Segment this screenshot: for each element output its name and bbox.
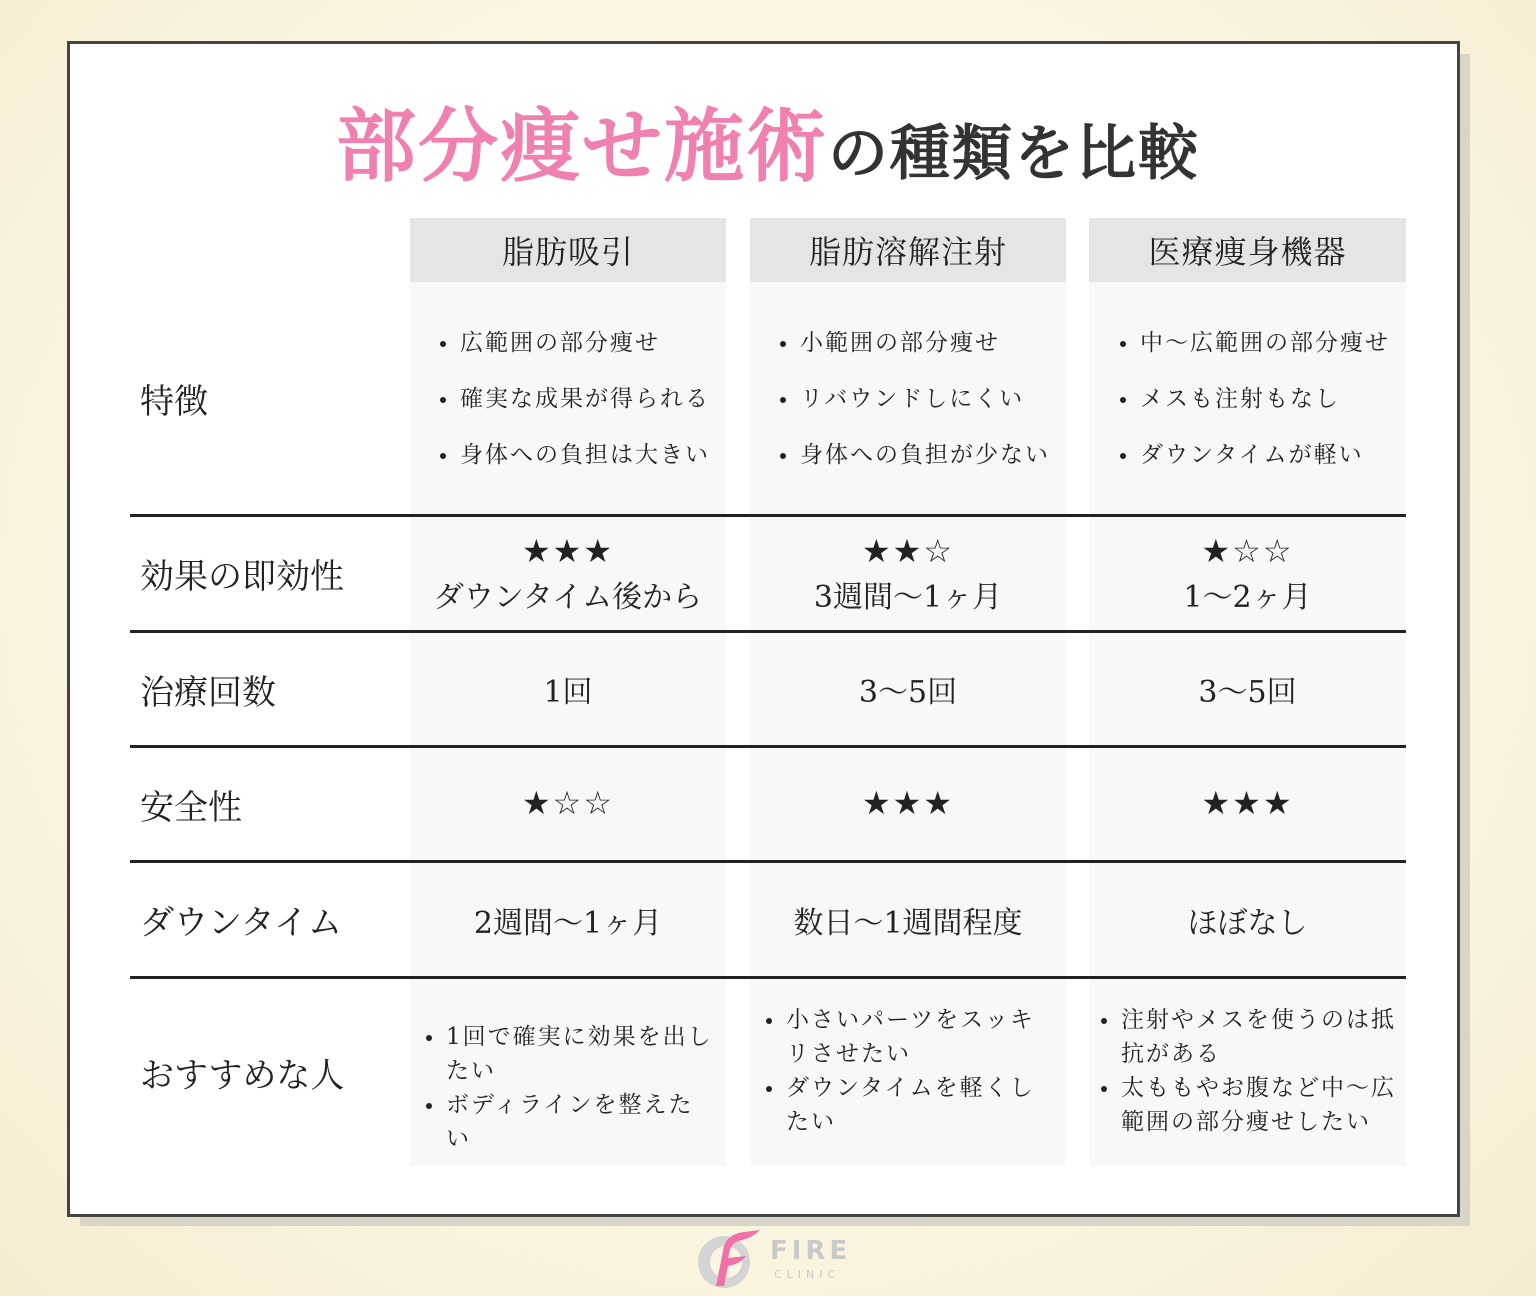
star-rating: ★★★ [521,531,615,570]
row-label-features: 特徴 [140,381,208,422]
features-list-injection [774,328,1050,496]
star-rating: ★★★ [1201,784,1294,823]
list-item: ボディラインを整えたい [422,1088,714,1156]
list-item: 小範囲の部分痩せ [774,328,1050,384]
safety-cell-device [1089,748,1406,860]
clinic-logo [694,1226,854,1290]
row-label-downtime: ダウンタイム [140,903,342,943]
logo-text: FIRE [770,1236,852,1266]
list-item: メスも注射もなし [1114,384,1390,440]
star-rating: ★☆☆ [521,784,615,823]
safety-cell-liposuction [410,748,726,860]
recommended-list-injection [762,1003,1056,1139]
row-label-recommended: おすすめな人 [140,1056,345,1096]
list-item: ダウンタイムが軽い [1114,440,1390,496]
immediacy-cell-liposuction [410,517,726,630]
sessions-cell-device: 3〜5回 [1198,675,1297,710]
list-item: 確実な成果が得られる [434,384,710,440]
list-item: 太ももやお腹など中〜広範囲の部分痩せしたい [1097,1071,1397,1139]
immediacy-note: 1〜2ヶ月 [1183,580,1312,616]
title-highlight: 部分痩せ施術 [336,99,828,193]
features-list-device [1114,328,1390,496]
list-item: 小さいパーツをスッキリさせたい [762,1003,1056,1071]
star-rating: ★★★ [861,784,955,823]
logo-mark-icon [694,1226,766,1290]
safety-cell-injection [750,748,1066,860]
recommended-list-device [1097,1003,1397,1139]
logo-subtext: CLINIC [774,1268,841,1281]
page-title [0,82,1536,197]
list-item: ダウンタイムを軽くしたい [762,1071,1056,1139]
immediacy-cell-injection [750,517,1066,630]
row-label-safety: 安全性 [140,787,242,828]
list-item: 1回で確実に効果を出したい [422,1020,714,1088]
list-item: 身体への負担が少ない [774,440,1050,496]
immediacy-note: 3週間〜1ヶ月 [813,580,1003,616]
star-rating: ★★☆ [861,531,955,570]
downtime-cell-liposuction: 2週間〜1ヶ月 [473,905,663,941]
list-item: 中〜広範囲の部分痩せ [1114,328,1390,384]
column-header-device: 医療痩身機器 [1089,218,1406,282]
title-rest: の種類を比較 [828,119,1200,189]
immediacy-cell-device [1089,517,1406,630]
list-item: リバウンドしにくい [774,384,1050,440]
star-rating: ★☆☆ [1201,531,1294,570]
row-label-immediacy: 効果の即効性 [140,557,344,597]
sessions-cell-injection: 3〜5回 [858,675,958,710]
column-header-liposuction: 脂肪吸引 [410,218,726,282]
column-header-injection: 脂肪溶解注射 [750,218,1066,282]
downtime-cell-device: ほぼなし [1187,905,1308,941]
list-item: 広範囲の部分痩せ [434,328,710,384]
downtime-cell-injection: 数日〜1週間程度 [793,905,1023,941]
sessions-cell-liposuction: 1回 [543,675,593,710]
recommended-list-liposuction [422,1020,714,1156]
row-label-sessions: 治療回数 [140,672,276,713]
immediacy-note: ダウンタイム後から [433,580,703,616]
features-list-liposuction [434,328,710,496]
list-item: 注射やメスを使うのは抵抗がある [1097,1003,1397,1071]
list-item: 身体への負担は大きい [434,440,710,496]
